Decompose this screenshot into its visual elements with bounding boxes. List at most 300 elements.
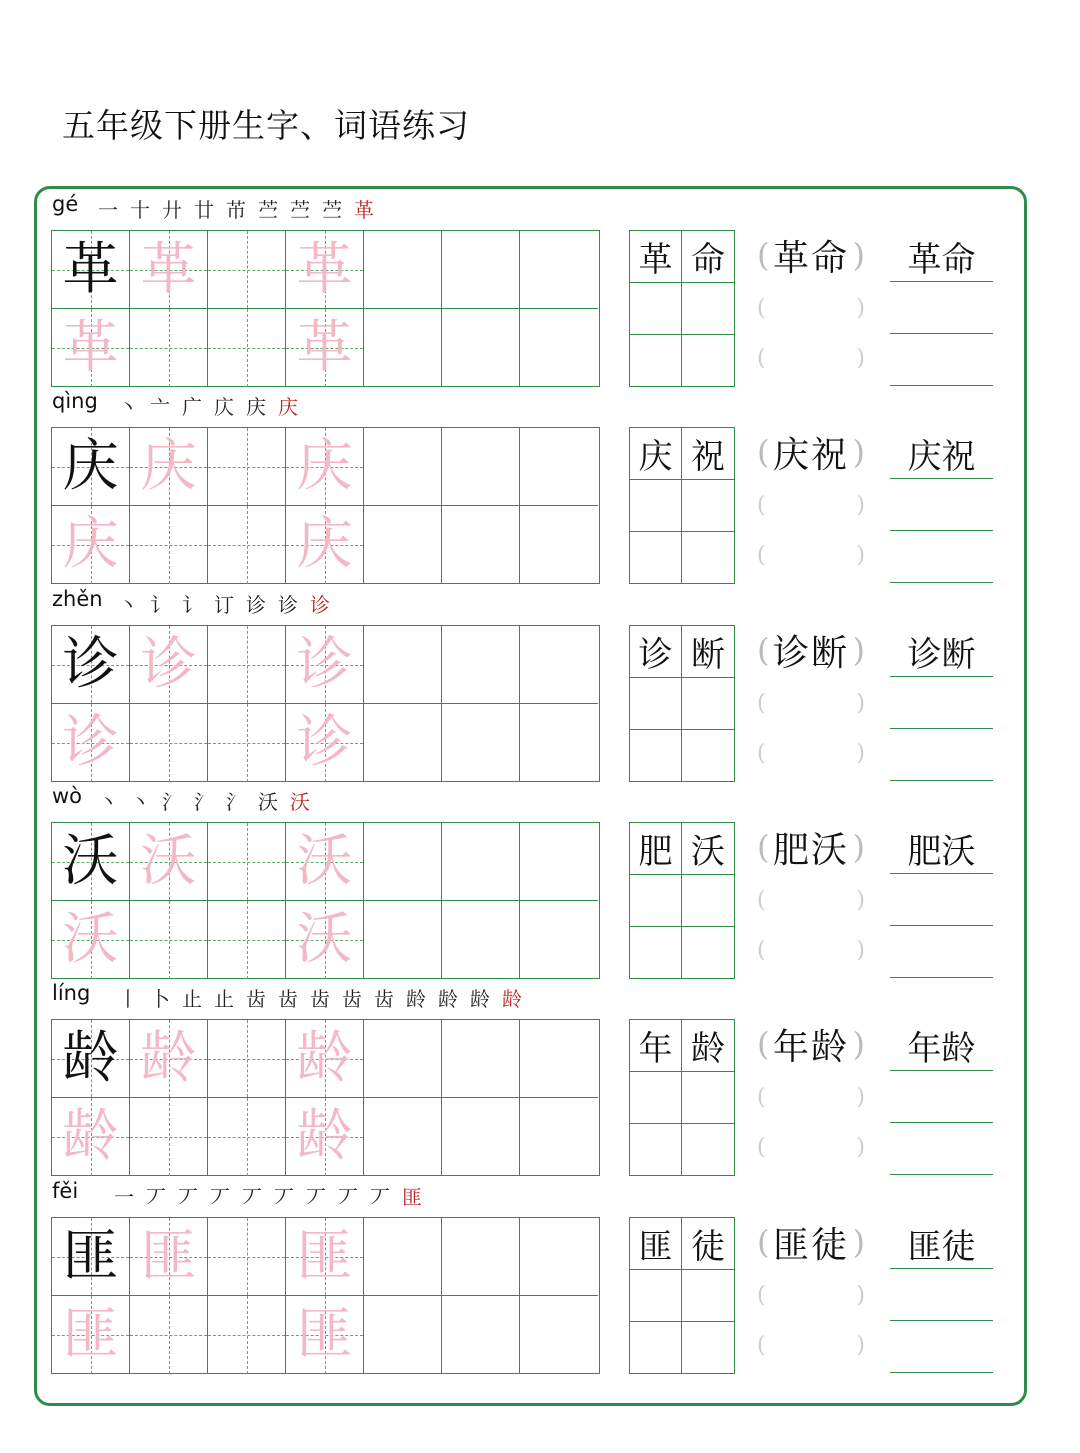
paren-word-char: 祝 xyxy=(811,434,850,476)
trace-character: 庆 xyxy=(296,512,353,577)
writing-cell[interactable] xyxy=(130,626,208,704)
paren-word xyxy=(757,1021,865,1067)
word-cell[interactable] xyxy=(682,428,734,480)
writing-cell[interactable] xyxy=(208,1296,286,1374)
writing-cell[interactable] xyxy=(52,428,130,506)
paren-left: ( xyxy=(757,492,766,518)
writing-cell[interactable] xyxy=(364,231,442,309)
word-character: 沃 xyxy=(691,832,725,872)
practice-row xyxy=(0,784,1080,981)
stroke-step: 卜 xyxy=(150,987,170,1011)
word-cell[interactable] xyxy=(630,428,682,480)
stroke-step: 廾 xyxy=(162,198,182,222)
paren-right: ) xyxy=(852,1025,865,1063)
writing-cell[interactable] xyxy=(208,231,286,309)
writing-cell[interactable] xyxy=(208,506,286,584)
paren-right: ) xyxy=(856,492,865,518)
writing-cell[interactable] xyxy=(442,1098,520,1176)
page-title: 五年级下册生字、词语练习 xyxy=(62,106,470,145)
writing-cell[interactable] xyxy=(364,1020,442,1098)
writing-cell[interactable] xyxy=(208,1020,286,1098)
writing-cell[interactable] xyxy=(364,1218,442,1296)
stroke-step: 丆 xyxy=(242,1185,262,1209)
pinyin-label: líng xyxy=(52,981,91,1005)
word-cell[interactable] xyxy=(630,1270,682,1322)
writing-cell[interactable] xyxy=(442,1218,520,1296)
writing-cell[interactable] xyxy=(442,823,520,901)
paren-right: ) xyxy=(852,433,865,471)
underline-blank[interactable] xyxy=(890,529,993,531)
paren-left: ( xyxy=(757,828,770,866)
paren-left: ( xyxy=(757,740,766,766)
paren-left: ( xyxy=(757,631,770,669)
word-cell[interactable] xyxy=(630,1322,682,1374)
paren-right: ) xyxy=(856,740,865,766)
writing-cell[interactable] xyxy=(520,901,598,979)
word-grid xyxy=(629,427,735,584)
paren-left: ( xyxy=(757,937,766,963)
paren-right: ) xyxy=(856,542,865,568)
paren-right: ) xyxy=(852,236,865,274)
writing-cell[interactable] xyxy=(442,704,520,782)
empty-paren-field[interactable] xyxy=(757,1275,865,1315)
paren-word-char: 断 xyxy=(811,632,850,674)
writing-cell[interactable] xyxy=(364,506,442,584)
writing-cell[interactable] xyxy=(442,626,520,704)
stroke-step: 丶 xyxy=(130,790,150,814)
trace-character: 匪 xyxy=(296,1302,353,1367)
word-cell[interactable] xyxy=(630,823,682,875)
writing-cell[interactable] xyxy=(364,1296,442,1374)
trace-character: 革 xyxy=(140,236,197,302)
paren-right: ) xyxy=(852,631,865,669)
writing-cell[interactable] xyxy=(442,309,520,387)
paren-left: ( xyxy=(757,295,766,321)
trace-character: 龄 xyxy=(140,1025,197,1091)
paren-word-text xyxy=(769,822,852,873)
paren-word-text xyxy=(769,625,852,676)
stroke-order xyxy=(112,391,304,419)
underline-word xyxy=(890,232,993,282)
paren-word-text xyxy=(769,1019,852,1070)
pinyin-label: fěi xyxy=(52,1179,79,1203)
stroke-step: 庂 xyxy=(214,395,234,419)
practice-row xyxy=(0,1179,1080,1376)
writing-cell[interactable] xyxy=(364,1098,442,1176)
paren-right: ) xyxy=(856,345,865,371)
word-cell[interactable] xyxy=(630,730,682,782)
paren-word-char: 肥 xyxy=(772,829,811,871)
writing-cell[interactable] xyxy=(286,901,364,979)
word-cell[interactable] xyxy=(682,532,734,584)
practice-row xyxy=(0,389,1080,586)
writing-cell[interactable] xyxy=(520,1218,598,1296)
underline-blank[interactable] xyxy=(890,1319,993,1321)
stroke-step: 丆 xyxy=(306,1185,326,1209)
writing-grid xyxy=(51,1019,600,1176)
empty-paren-field[interactable] xyxy=(757,683,865,723)
writing-cell[interactable] xyxy=(52,309,130,387)
empty-paren-field[interactable] xyxy=(757,535,865,575)
word-cell[interactable] xyxy=(630,1218,682,1270)
stroke-step: 龄 xyxy=(406,987,426,1011)
underline-word-char: 徒 xyxy=(941,1227,976,1267)
writing-cell[interactable] xyxy=(364,626,442,704)
writing-cell[interactable] xyxy=(52,626,130,704)
writing-cell[interactable] xyxy=(130,901,208,979)
writing-cell[interactable] xyxy=(286,626,364,704)
stroke-step: 诊 xyxy=(278,593,298,617)
writing-cell[interactable] xyxy=(520,626,598,704)
writing-cell[interactable] xyxy=(52,823,130,901)
writing-cell[interactable] xyxy=(130,1098,208,1176)
writing-cell[interactable] xyxy=(286,823,364,901)
word-cell[interactable] xyxy=(630,678,682,730)
writing-cell[interactable] xyxy=(52,1020,130,1098)
word-cell[interactable] xyxy=(630,1072,682,1124)
writing-cell[interactable] xyxy=(208,626,286,704)
model-character: 沃 xyxy=(62,828,119,894)
empty-paren-field[interactable] xyxy=(757,1077,865,1117)
underline-word-char: 沃 xyxy=(941,832,976,872)
writing-cell[interactable] xyxy=(130,704,208,782)
writing-cell[interactable] xyxy=(442,1020,520,1098)
word-character: 龄 xyxy=(691,1029,725,1069)
writing-cell[interactable] xyxy=(130,1020,208,1098)
writing-cell[interactable] xyxy=(130,1218,208,1296)
paren-word-text xyxy=(769,230,852,281)
writing-cell[interactable] xyxy=(52,1296,130,1374)
word-cell[interactable] xyxy=(682,1270,734,1322)
paren-word xyxy=(757,627,865,673)
stroke-step: 一 xyxy=(98,198,118,222)
writing-cell[interactable] xyxy=(520,1296,598,1374)
pinyin-label: zhěn xyxy=(52,587,103,611)
underline-word xyxy=(890,429,993,479)
writing-cell[interactable] xyxy=(208,823,286,901)
underline-word-char: 祝 xyxy=(941,437,976,477)
stroke-step: 丶 xyxy=(118,395,138,419)
writing-cell[interactable] xyxy=(286,309,364,387)
writing-cell[interactable] xyxy=(286,428,364,506)
writing-cell[interactable] xyxy=(442,1296,520,1374)
stroke-step: 齿 xyxy=(342,987,362,1011)
trace-character: 龄 xyxy=(62,1104,119,1169)
stroke-step: 丆 xyxy=(146,1185,166,1209)
stroke-step: 订 xyxy=(214,593,234,617)
paren-word-char: 年 xyxy=(772,1026,811,1068)
paren-word xyxy=(757,232,865,278)
writing-cell[interactable] xyxy=(286,231,364,309)
writing-cell[interactable] xyxy=(286,506,364,584)
stroke-step: 讠 xyxy=(182,593,202,617)
trace-character: 庆 xyxy=(140,433,197,499)
word-cell[interactable] xyxy=(630,283,682,335)
word-cell[interactable] xyxy=(682,1124,734,1176)
trace-character: 革 xyxy=(296,315,353,380)
model-character: 诊 xyxy=(62,631,119,697)
underline-blank[interactable] xyxy=(890,779,993,781)
trace-character: 龄 xyxy=(296,1025,353,1091)
writing-cell[interactable] xyxy=(520,823,598,901)
stroke-order xyxy=(112,983,528,1011)
trace-character: 诊 xyxy=(296,710,353,775)
stroke-step: 一 xyxy=(114,1185,134,1209)
paren-left: ( xyxy=(757,887,766,913)
paren-word xyxy=(757,1219,865,1265)
stroke-step: 芇 xyxy=(226,198,246,222)
underline-blank[interactable] xyxy=(890,581,993,583)
word-cell[interactable] xyxy=(682,730,734,782)
writing-grid xyxy=(51,427,600,584)
writing-cell[interactable] xyxy=(130,506,208,584)
paren-word-char: 龄 xyxy=(811,1026,850,1068)
word-character: 命 xyxy=(691,240,725,280)
paren-word-text xyxy=(769,1217,852,1268)
writing-cell[interactable] xyxy=(442,901,520,979)
writing-cell[interactable] xyxy=(208,1098,286,1176)
writing-cell[interactable] xyxy=(52,1218,130,1296)
stroke-step: 丶 xyxy=(98,790,118,814)
underline-blank[interactable] xyxy=(890,924,993,926)
writing-cell[interactable] xyxy=(520,506,598,584)
word-cell[interactable] xyxy=(682,678,734,730)
writing-cell[interactable] xyxy=(52,231,130,309)
stroke-step: 丆 xyxy=(338,1185,358,1209)
stroke-step: 齿 xyxy=(310,987,330,1011)
paren-right: ) xyxy=(852,1223,865,1261)
pinyin-label: gé xyxy=(52,192,79,216)
writing-grid xyxy=(51,230,600,387)
writing-cell[interactable] xyxy=(520,231,598,309)
trace-character: 诊 xyxy=(62,710,119,775)
trace-character: 沃 xyxy=(140,828,197,894)
trace-character: 沃 xyxy=(296,828,353,894)
paren-right: ) xyxy=(856,937,865,963)
paren-right: ) xyxy=(856,1084,865,1110)
paren-left: ( xyxy=(757,1084,766,1110)
underline-word-char: 匪 xyxy=(907,1227,942,1267)
writing-cell[interactable] xyxy=(442,231,520,309)
word-cell[interactable] xyxy=(630,1124,682,1176)
writing-cell[interactable] xyxy=(364,704,442,782)
word-cell[interactable] xyxy=(682,335,734,387)
stroke-step: 龄 xyxy=(470,987,490,1011)
paren-left: ( xyxy=(757,1282,766,1308)
stroke-step: 丆 xyxy=(274,1185,294,1209)
trace-character: 匪 xyxy=(296,1223,353,1289)
pinyin-label: qìng xyxy=(52,389,98,413)
writing-cell[interactable] xyxy=(130,231,208,309)
underline-blank[interactable] xyxy=(890,976,993,978)
writing-cell[interactable] xyxy=(364,823,442,901)
underline-word xyxy=(890,1021,993,1071)
model-character: 龄 xyxy=(62,1025,119,1091)
paren-word-char: 庆 xyxy=(772,434,811,476)
writing-cell[interactable] xyxy=(52,704,130,782)
paren-right: ) xyxy=(856,690,865,716)
word-character: 革 xyxy=(638,240,673,280)
paren-word xyxy=(757,429,865,475)
paren-word-char: 命 xyxy=(811,237,850,279)
stroke-step: 丨 xyxy=(118,987,138,1011)
word-cell[interactable] xyxy=(630,532,682,584)
empty-paren-field[interactable] xyxy=(757,485,865,525)
stroke-step: 齿 xyxy=(374,987,394,1011)
word-character: 徒 xyxy=(691,1227,725,1267)
writing-cell[interactable] xyxy=(286,1098,364,1176)
word-cell[interactable] xyxy=(682,1218,734,1270)
writing-cell[interactable] xyxy=(208,901,286,979)
writing-cell[interactable] xyxy=(208,309,286,387)
writing-cell[interactable] xyxy=(286,1020,364,1098)
writing-cell[interactable] xyxy=(130,823,208,901)
practice-row xyxy=(0,981,1080,1178)
stroke-step: 苎 xyxy=(322,198,342,222)
paren-right: ) xyxy=(856,887,865,913)
empty-paren-field[interactable] xyxy=(757,338,865,378)
writing-cell[interactable] xyxy=(286,1218,364,1296)
word-cell[interactable] xyxy=(682,1072,734,1124)
word-cell[interactable] xyxy=(630,927,682,979)
word-cell[interactable] xyxy=(682,231,734,283)
trace-character: 匪 xyxy=(62,1302,119,1367)
word-cell[interactable] xyxy=(630,875,682,927)
writing-cell[interactable] xyxy=(208,704,286,782)
stroke-step: 诊 xyxy=(246,593,266,617)
paren-word-char: 诊 xyxy=(772,632,811,674)
trace-character: 沃 xyxy=(296,907,353,972)
empty-paren-field[interactable] xyxy=(757,1127,865,1167)
paren-left: ( xyxy=(757,1332,766,1358)
underline-blank[interactable] xyxy=(890,727,993,729)
writing-cell[interactable] xyxy=(130,428,208,506)
stroke-step: 龄 xyxy=(502,987,522,1011)
stroke-step: 十 xyxy=(130,198,150,222)
underline-word-char: 肥 xyxy=(907,832,942,872)
empty-paren-field[interactable] xyxy=(757,733,865,773)
word-cell[interactable] xyxy=(630,480,682,532)
writing-cell[interactable] xyxy=(130,309,208,387)
underline-blank[interactable] xyxy=(890,332,993,334)
word-cell[interactable] xyxy=(630,335,682,387)
writing-cell[interactable] xyxy=(520,704,598,782)
underline-blank[interactable] xyxy=(890,1173,993,1175)
word-cell[interactable] xyxy=(682,1322,734,1374)
writing-cell[interactable] xyxy=(520,428,598,506)
word-cell[interactable] xyxy=(682,927,734,979)
stroke-order xyxy=(112,589,336,617)
word-cell[interactable] xyxy=(682,626,734,678)
paren-word xyxy=(757,824,865,870)
stroke-step: 苎 xyxy=(258,198,278,222)
stroke-step: 氵 xyxy=(162,790,182,814)
word-character: 肥 xyxy=(638,832,673,872)
pinyin-label: wò xyxy=(52,784,83,808)
word-character: 年 xyxy=(638,1029,673,1069)
underline-word-char: 断 xyxy=(941,635,976,675)
paren-word-char: 革 xyxy=(772,237,811,279)
writing-grid xyxy=(51,1217,600,1374)
word-cell[interactable] xyxy=(682,875,734,927)
underline-word xyxy=(890,627,993,677)
writing-grid xyxy=(51,625,600,782)
word-grid xyxy=(629,1217,735,1374)
practice-row xyxy=(0,192,1080,389)
stroke-step: 苎 xyxy=(290,198,310,222)
word-cell[interactable] xyxy=(682,283,734,335)
word-character: 庆 xyxy=(638,437,673,477)
empty-paren-field[interactable] xyxy=(757,288,865,328)
trace-character: 诊 xyxy=(296,631,353,697)
stroke-step: 丆 xyxy=(370,1185,390,1209)
underline-word xyxy=(890,824,993,874)
stroke-step: 丆 xyxy=(178,1185,198,1209)
word-cell[interactable] xyxy=(682,480,734,532)
word-cell[interactable] xyxy=(630,231,682,283)
stroke-order xyxy=(92,194,380,222)
word-cell[interactable] xyxy=(682,823,734,875)
writing-cell[interactable] xyxy=(364,428,442,506)
empty-paren-field[interactable] xyxy=(757,930,865,970)
writing-cell[interactable] xyxy=(442,428,520,506)
trace-character: 沃 xyxy=(62,907,119,972)
practice-row xyxy=(0,587,1080,784)
paren-left: ( xyxy=(757,1223,770,1261)
writing-cell[interactable] xyxy=(520,309,598,387)
stroke-step: 龄 xyxy=(438,987,458,1011)
empty-paren-field[interactable] xyxy=(757,880,865,920)
stroke-step: 丆 xyxy=(210,1185,230,1209)
writing-cell[interactable] xyxy=(364,901,442,979)
underline-word-char: 诊 xyxy=(907,635,942,675)
paren-left: ( xyxy=(757,542,766,568)
writing-cell[interactable] xyxy=(520,1098,598,1176)
stroke-order xyxy=(108,1181,428,1209)
paren-right: ) xyxy=(852,828,865,866)
writing-cell[interactable] xyxy=(130,1296,208,1374)
model-character: 革 xyxy=(62,236,119,302)
word-cell[interactable] xyxy=(630,626,682,678)
trace-character: 革 xyxy=(62,315,119,380)
stroke-order xyxy=(92,786,316,814)
underline-blank[interactable] xyxy=(890,1121,993,1123)
word-cell[interactable] xyxy=(682,1020,734,1072)
writing-cell[interactable] xyxy=(286,1296,364,1374)
underline-blank[interactable] xyxy=(890,384,993,386)
stroke-step: 齿 xyxy=(278,987,298,1011)
trace-character: 革 xyxy=(296,236,353,302)
writing-cell[interactable] xyxy=(520,1020,598,1098)
word-grid xyxy=(629,230,735,387)
writing-cell[interactable] xyxy=(52,901,130,979)
underline-word-char: 庆 xyxy=(907,437,942,477)
word-grid xyxy=(629,625,735,782)
writing-cell[interactable] xyxy=(208,1218,286,1296)
trace-character: 诊 xyxy=(140,631,197,697)
stroke-step: 诊 xyxy=(310,593,330,617)
stroke-step: 止 xyxy=(182,987,202,1011)
word-cell[interactable] xyxy=(630,1020,682,1072)
writing-cell[interactable] xyxy=(52,1098,130,1176)
empty-paren-field[interactable] xyxy=(757,1325,865,1365)
writing-cell[interactable] xyxy=(364,309,442,387)
underline-blank[interactable] xyxy=(890,1371,993,1373)
writing-cell[interactable] xyxy=(442,506,520,584)
writing-cell[interactable] xyxy=(286,704,364,782)
writing-cell[interactable] xyxy=(52,506,130,584)
writing-cell[interactable] xyxy=(208,428,286,506)
